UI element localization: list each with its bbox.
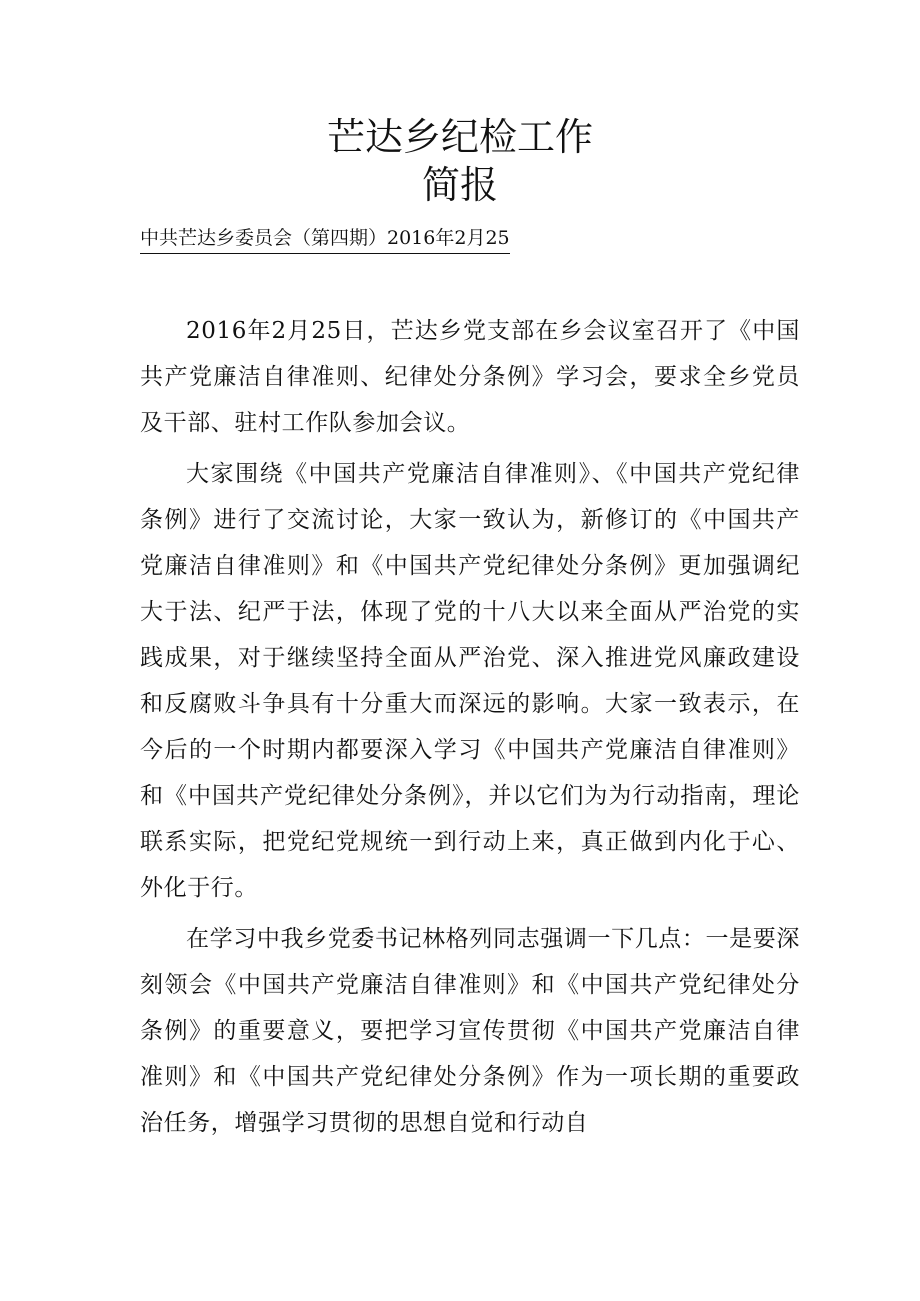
document-body — [140, 308, 800, 1146]
paragraph-2: 大家围绕《中国共产党廉洁自律准则》、《中国共产党纪律条例》进行了交流讨论，大家一致认为，新修订的《中国共产党廉洁自律准则》和《中国共产党纪律处分条例》更加强调纪大于法、纪严于法，体现了党的十八大以来全面从严治党的实践成果，对于继续坚持全面从严治党、深入推进党风廉政建设和反腐败斗争具有十分重大而深远的影响。大家一致表示，在今后的一个时期内都要深入学习《中国共产党廉洁自律准则》和《中国共产党纪律处分条例》，并以它们为为行动指南，理论联系实际，把党纪党规统一到行动上来，真正做到内化于心、外化于行。 — [140, 461, 800, 901]
paragraph-3: 在学习中我乡党委书记林格列同志强调一下几点：一是要深刻领会《中国共产党廉洁自律准则》和《中国共产党纪律处分条例》的重要意义，要把学习宣传贯彻《中国共产党廉洁自律准则》和《中国共产党纪律处分条例》作为一项长期的重要政治任务，增强学习贯彻的思想自觉和行动自 — [140, 926, 800, 1136]
document-title-line2: 简报 — [421, 163, 498, 207]
paragraph-1: 2016年2月25日，芒达乡党支部在乡会议室召开了《中国共产党廉洁自律准则、纪律处分条例》学习会，要求全乡党员及干部、驻村工作队参加会议。 — [140, 318, 800, 436]
issue-subtitle: 中共芒达乡委员会（第四期）2016年2月25 — [140, 224, 510, 254]
document-title: 芒达乡纪检工作 — [326, 115, 593, 159]
